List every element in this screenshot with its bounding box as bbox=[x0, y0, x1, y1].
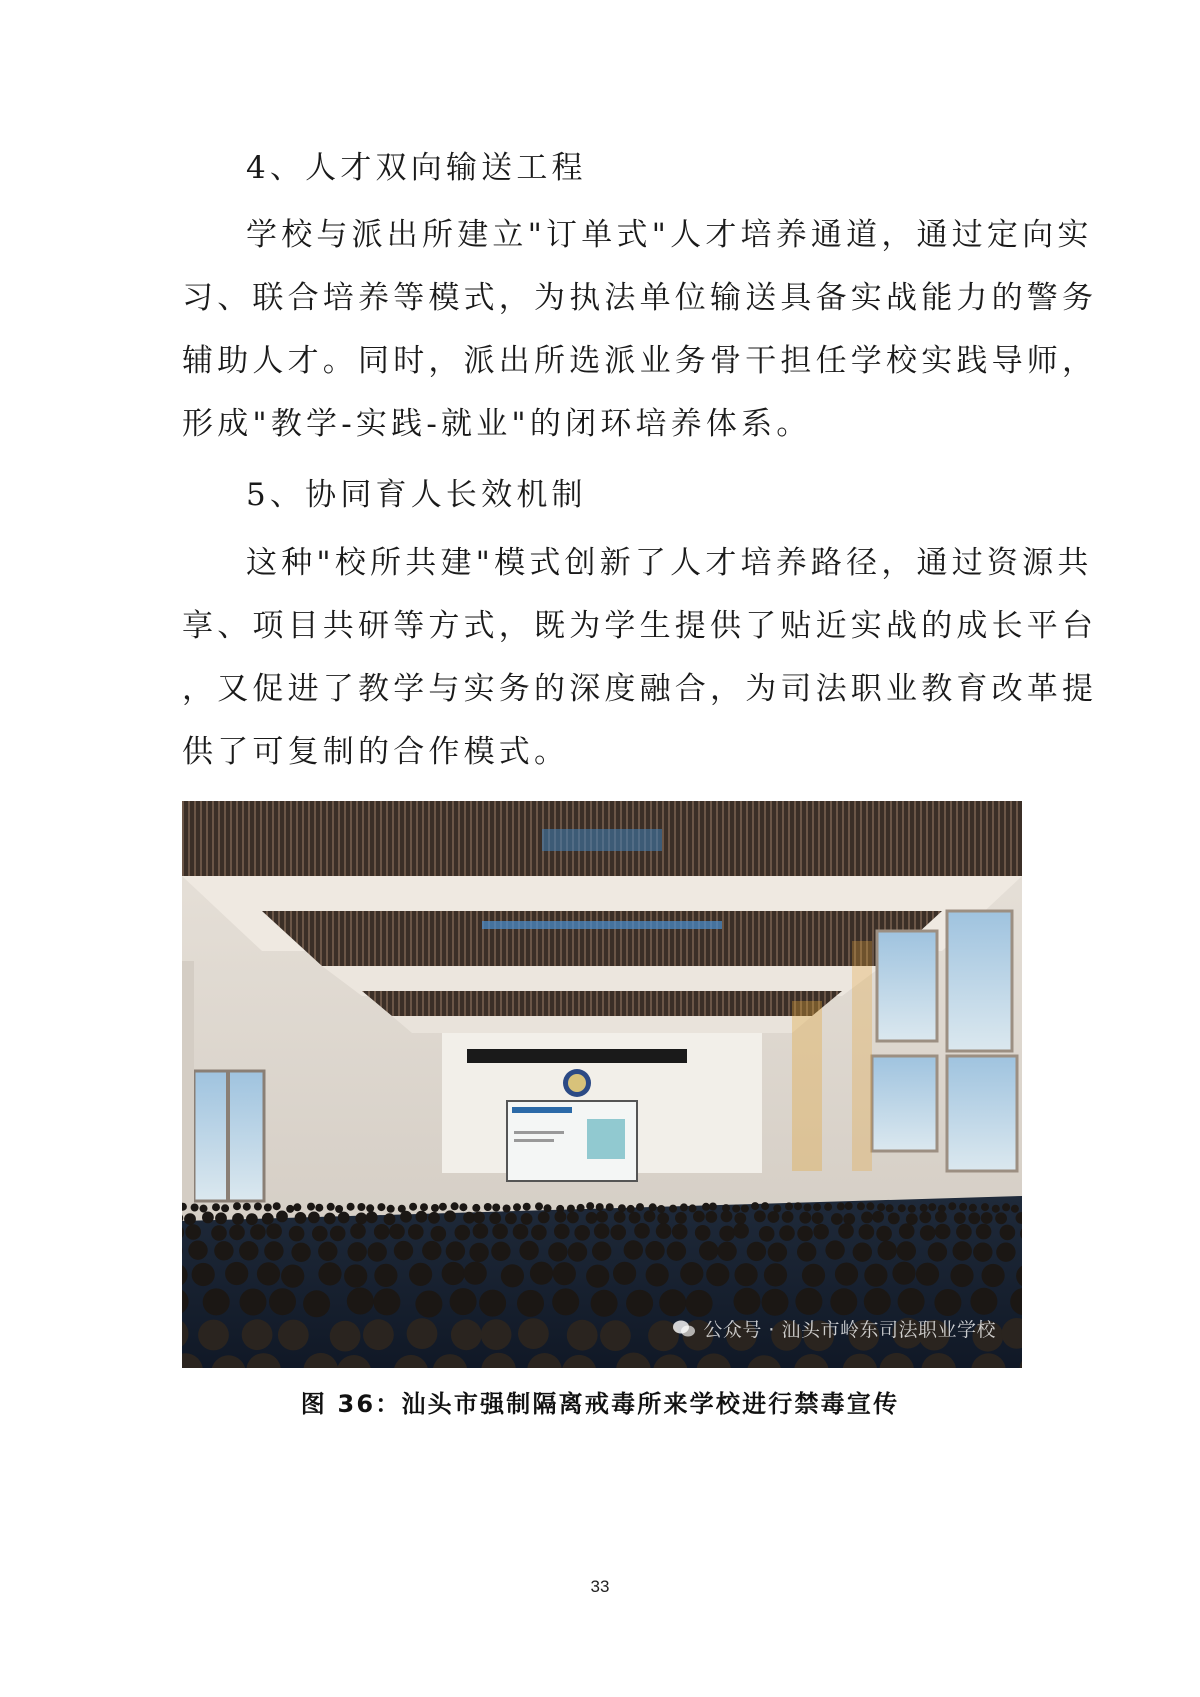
audience-head bbox=[211, 1225, 227, 1241]
audience-head bbox=[422, 1241, 441, 1260]
audience-head bbox=[656, 1223, 672, 1239]
audience-head bbox=[813, 1203, 821, 1211]
audience-head bbox=[959, 1203, 967, 1211]
wechat-icon bbox=[672, 1319, 696, 1339]
audience-head bbox=[762, 1289, 789, 1316]
paragraph-line: 享、项目共研等方式，既为学生提供了贴近实战的成长平台 bbox=[182, 608, 1098, 644]
audience-head bbox=[308, 1212, 320, 1224]
audience-head bbox=[680, 1262, 703, 1285]
audience-head bbox=[629, 1212, 641, 1224]
audience-head bbox=[243, 1203, 251, 1211]
audience-head bbox=[472, 1204, 480, 1212]
audience-head bbox=[586, 1202, 594, 1210]
audience-head bbox=[451, 1319, 482, 1350]
audience-head bbox=[232, 1213, 244, 1225]
audience-head bbox=[859, 1224, 875, 1240]
audience-head bbox=[768, 1211, 780, 1223]
audience-head bbox=[464, 1262, 487, 1285]
audience-head bbox=[759, 1226, 775, 1242]
audience-head bbox=[318, 1262, 341, 1285]
audience-head bbox=[831, 1213, 843, 1225]
audience-head bbox=[935, 1211, 947, 1223]
audience-head bbox=[420, 1203, 428, 1211]
audience-head bbox=[350, 1223, 366, 1239]
audience-head bbox=[686, 1290, 713, 1317]
audience-head bbox=[610, 1225, 626, 1241]
audience-head bbox=[307, 1203, 315, 1211]
audience-head bbox=[276, 1211, 288, 1223]
photo-watermark bbox=[672, 1315, 996, 1342]
paragraph-line: ，又促进了教学与实务的深度融合，为司法职业教育改革提 bbox=[182, 671, 1098, 707]
audience-head bbox=[501, 1264, 524, 1287]
audience-head bbox=[853, 1243, 872, 1262]
audience-head bbox=[184, 1213, 196, 1225]
audience-head bbox=[795, 1288, 822, 1315]
audience-head bbox=[409, 1203, 417, 1211]
audience-head bbox=[920, 1204, 928, 1212]
audience-head bbox=[473, 1212, 485, 1224]
audience-head bbox=[592, 1242, 611, 1261]
audience-head bbox=[761, 1202, 769, 1210]
audience-head bbox=[838, 1223, 854, 1239]
audience-head bbox=[751, 1202, 759, 1210]
audience-head bbox=[596, 1211, 608, 1223]
audience-head bbox=[812, 1212, 824, 1224]
audience-head bbox=[970, 1288, 997, 1315]
paragraph-line: 辅助人才。同时，派出所选派业务骨干担任学校实践导师， bbox=[182, 343, 1098, 379]
audience-head bbox=[221, 1204, 229, 1212]
audience-head bbox=[973, 1243, 992, 1262]
audience-head bbox=[699, 1241, 718, 1260]
audience-head bbox=[387, 1205, 395, 1213]
audience-head bbox=[920, 1225, 936, 1241]
audience-head bbox=[363, 1319, 394, 1350]
paragraph-line: 习、联合培养等模式，为执法单位输送具备实战能力的警务 bbox=[182, 280, 1098, 316]
audience-head bbox=[702, 1203, 710, 1211]
audience-head bbox=[431, 1226, 447, 1242]
audience-head bbox=[785, 1202, 793, 1210]
audience-head bbox=[872, 1211, 884, 1223]
audience-head bbox=[591, 1290, 618, 1317]
audience-head bbox=[886, 1204, 894, 1212]
audience-head bbox=[866, 1202, 874, 1210]
audience-head bbox=[657, 1213, 669, 1225]
audience-head bbox=[825, 1240, 844, 1259]
audience-head bbox=[523, 1203, 531, 1211]
audience-head bbox=[908, 1205, 916, 1213]
audience-head bbox=[857, 1202, 865, 1210]
audience-head bbox=[384, 1213, 396, 1225]
audience-head bbox=[415, 1291, 442, 1318]
audience-head bbox=[782, 1211, 794, 1223]
audience-head bbox=[935, 1224, 951, 1240]
audience-head bbox=[627, 1205, 635, 1213]
audience-head bbox=[198, 1320, 229, 1351]
paragraph-line: 这种"校所共建"模式创新了人才培养路径，通过资源共 bbox=[246, 545, 1093, 581]
audience-head bbox=[327, 1203, 335, 1211]
audience-head bbox=[695, 1225, 711, 1241]
audience-head bbox=[680, 1203, 688, 1211]
audience-head bbox=[804, 1204, 812, 1212]
audience-head bbox=[797, 1226, 813, 1242]
audience-head bbox=[861, 1212, 873, 1224]
paragraph-line: 学校与派出所建立"订单式"人才培养通道，通过定向实 bbox=[246, 217, 1093, 253]
audience-head bbox=[717, 1242, 736, 1261]
audience-head bbox=[982, 1264, 1005, 1287]
audience-head bbox=[366, 1211, 378, 1223]
audience-head bbox=[1002, 1203, 1010, 1211]
audience-head bbox=[950, 1264, 973, 1287]
audience-head bbox=[264, 1204, 272, 1212]
audience-head bbox=[347, 1203, 355, 1211]
audience-head bbox=[992, 1205, 1000, 1213]
audience-head bbox=[794, 1202, 802, 1210]
audience-head bbox=[799, 1212, 811, 1224]
audience-head bbox=[554, 1224, 570, 1240]
audience-head bbox=[614, 1211, 626, 1223]
audience-head bbox=[754, 1210, 766, 1222]
audience-head bbox=[779, 1225, 795, 1241]
audience-head bbox=[492, 1204, 500, 1212]
audience-head bbox=[266, 1223, 282, 1239]
audience-head bbox=[548, 1242, 567, 1261]
audience-head bbox=[530, 1262, 553, 1285]
audience-head bbox=[484, 1203, 492, 1211]
audience-head bbox=[459, 1203, 467, 1211]
audience-head bbox=[824, 1203, 832, 1211]
audience-head bbox=[278, 1320, 309, 1351]
audience-head bbox=[544, 1204, 552, 1212]
audience-head bbox=[492, 1224, 508, 1240]
audience-head bbox=[442, 1262, 465, 1285]
audience-head bbox=[303, 1290, 330, 1317]
audience-head bbox=[338, 1212, 350, 1224]
audience-head bbox=[289, 1226, 305, 1242]
audience-head bbox=[357, 1203, 365, 1211]
audience-head bbox=[312, 1226, 328, 1242]
audience-head bbox=[634, 1223, 650, 1239]
audience-head bbox=[202, 1212, 214, 1224]
audience-head bbox=[577, 1204, 585, 1212]
audience-head bbox=[968, 1212, 980, 1224]
audience-head bbox=[797, 1242, 816, 1261]
audience-head bbox=[214, 1241, 233, 1260]
audience-head bbox=[191, 1204, 199, 1212]
audience-head bbox=[330, 1226, 346, 1242]
audience-head bbox=[568, 1242, 587, 1261]
audience-head bbox=[672, 1224, 688, 1240]
audience-head bbox=[239, 1241, 258, 1260]
audience-head bbox=[281, 1265, 304, 1288]
audience-head bbox=[600, 1320, 631, 1351]
audience-head bbox=[479, 1290, 506, 1317]
paragraph-line: 供了可复制的合作模式。 bbox=[182, 734, 570, 770]
audience-head bbox=[250, 1224, 266, 1240]
audience-head bbox=[888, 1213, 900, 1225]
audience-head bbox=[374, 1224, 390, 1240]
audience-head bbox=[262, 1213, 274, 1225]
audience-head bbox=[269, 1288, 296, 1315]
audience-head bbox=[408, 1224, 424, 1240]
audience-head bbox=[898, 1204, 906, 1212]
audience-head bbox=[1011, 1205, 1019, 1213]
audience-head bbox=[555, 1211, 567, 1223]
audience-head bbox=[185, 1224, 201, 1240]
audience-head bbox=[734, 1213, 746, 1225]
audience-head bbox=[734, 1288, 761, 1315]
audience-head bbox=[451, 1202, 459, 1210]
audience-head bbox=[416, 1211, 428, 1223]
audience-head bbox=[636, 1203, 644, 1211]
audience-head bbox=[567, 1205, 575, 1213]
audience-head bbox=[192, 1263, 215, 1286]
audience-head bbox=[431, 1204, 439, 1212]
audience-head bbox=[407, 1318, 438, 1349]
audience-head bbox=[254, 1203, 262, 1211]
audience-head bbox=[394, 1241, 413, 1260]
audience-head bbox=[348, 1242, 367, 1261]
audience-head bbox=[315, 1204, 323, 1212]
audience-head bbox=[233, 1202, 241, 1210]
audience-head bbox=[444, 1210, 456, 1222]
audience-head bbox=[928, 1203, 936, 1211]
section-heading-5: 5、协同育人长效机制 bbox=[246, 477, 587, 513]
audience-head bbox=[693, 1211, 705, 1223]
audience-head bbox=[877, 1203, 885, 1211]
audience-head bbox=[439, 1203, 447, 1211]
audience-head bbox=[953, 1241, 972, 1260]
audience-head bbox=[518, 1318, 549, 1349]
audience-head bbox=[606, 1203, 614, 1211]
audience-head bbox=[613, 1262, 636, 1285]
audience-head bbox=[876, 1226, 892, 1242]
audience-head bbox=[735, 1263, 758, 1286]
audience-head bbox=[446, 1241, 465, 1260]
audience-head bbox=[324, 1213, 336, 1225]
audience-head bbox=[400, 1211, 412, 1223]
audience-head bbox=[669, 1205, 677, 1213]
audience-head bbox=[934, 1289, 961, 1316]
audience-head bbox=[813, 1224, 829, 1240]
audience-head bbox=[450, 1288, 477, 1315]
audience-head bbox=[567, 1212, 579, 1224]
audience-head bbox=[538, 1212, 550, 1224]
audience-head bbox=[373, 1288, 400, 1315]
page-number: 33 bbox=[590, 1577, 610, 1596]
audience-head bbox=[567, 1320, 598, 1351]
audience-head bbox=[624, 1240, 643, 1259]
audience-head bbox=[645, 1241, 664, 1260]
audience-head bbox=[981, 1212, 993, 1224]
audience-head bbox=[552, 1288, 579, 1315]
audience-head bbox=[489, 1212, 501, 1224]
audience-head bbox=[646, 1263, 669, 1286]
audience-head bbox=[764, 1263, 787, 1286]
audience-head bbox=[596, 1203, 604, 1211]
audience-head bbox=[741, 1205, 749, 1213]
audience-head bbox=[242, 1319, 273, 1350]
audience-head bbox=[618, 1204, 626, 1212]
audience-head bbox=[203, 1288, 230, 1315]
audience-head bbox=[689, 1204, 697, 1212]
audience-head bbox=[732, 1205, 740, 1213]
audience-head bbox=[835, 1263, 858, 1286]
audience-head bbox=[229, 1225, 245, 1241]
audience-head bbox=[377, 1203, 385, 1211]
audience-head bbox=[709, 1203, 717, 1211]
audience-head bbox=[878, 1241, 897, 1260]
audience-head bbox=[843, 1213, 855, 1225]
audience-head bbox=[594, 1223, 610, 1239]
audience-head bbox=[996, 1243, 1015, 1262]
audience-head bbox=[374, 1264, 397, 1287]
audience-head bbox=[768, 1243, 787, 1262]
audience-head bbox=[644, 1210, 656, 1222]
audience-head bbox=[286, 1205, 294, 1213]
paragraph-line: 形成"教学-实践-就业"的闭环培养体系。 bbox=[182, 406, 812, 442]
audience-head bbox=[491, 1242, 510, 1261]
audience-head bbox=[295, 1212, 307, 1224]
audience-head bbox=[706, 1263, 729, 1286]
audience-head bbox=[649, 1203, 657, 1211]
audience-head bbox=[733, 1223, 749, 1239]
audience-head bbox=[675, 1212, 687, 1224]
audience-head bbox=[899, 1223, 915, 1239]
audience-head bbox=[519, 1241, 538, 1260]
audience-head bbox=[956, 1224, 972, 1240]
audience-head bbox=[969, 1204, 977, 1212]
audience-head bbox=[586, 1265, 609, 1288]
audience-head bbox=[513, 1224, 529, 1240]
audience-head bbox=[200, 1205, 208, 1213]
audience-head bbox=[517, 1290, 544, 1317]
audience-head bbox=[368, 1242, 387, 1261]
audience-head bbox=[719, 1226, 735, 1242]
audience-head bbox=[291, 1243, 310, 1262]
audience-head bbox=[705, 1211, 717, 1223]
audience-head bbox=[981, 1203, 989, 1211]
audience-head bbox=[995, 1212, 1007, 1224]
audience-head bbox=[845, 1202, 853, 1210]
audience-head bbox=[225, 1262, 248, 1285]
audience-head bbox=[503, 1205, 511, 1213]
audience-head bbox=[293, 1203, 301, 1211]
audience-head bbox=[864, 1288, 891, 1315]
audience-head bbox=[586, 1212, 598, 1224]
audience-head bbox=[330, 1321, 361, 1352]
audience-head bbox=[521, 1213, 533, 1225]
audience-head bbox=[535, 1202, 543, 1210]
audience-head bbox=[188, 1241, 207, 1260]
audience-head bbox=[976, 1224, 992, 1240]
audience-head bbox=[830, 1288, 857, 1315]
audience-head bbox=[428, 1212, 440, 1224]
audience-head bbox=[659, 1289, 686, 1316]
audience-head bbox=[898, 1288, 925, 1315]
audience-head bbox=[916, 1263, 939, 1286]
audience-head bbox=[897, 1241, 916, 1260]
photo-illustration bbox=[182, 801, 1022, 1368]
audience-head bbox=[455, 1225, 471, 1241]
audience-head bbox=[747, 1242, 766, 1261]
audience-head bbox=[347, 1288, 374, 1315]
audience-head bbox=[954, 1212, 966, 1224]
audience-head bbox=[344, 1264, 367, 1287]
audience-head bbox=[246, 1213, 258, 1225]
audience-head bbox=[389, 1224, 405, 1240]
audience-head bbox=[948, 1202, 956, 1210]
audience-head bbox=[273, 1202, 281, 1210]
audience-head bbox=[802, 1264, 825, 1287]
audience-head bbox=[657, 1205, 665, 1213]
audience-head bbox=[212, 1203, 220, 1211]
audience-head bbox=[409, 1263, 432, 1286]
audience-head bbox=[667, 1242, 686, 1261]
audience-head bbox=[335, 1205, 343, 1213]
audience-head bbox=[892, 1262, 915, 1285]
audience-head bbox=[928, 1242, 947, 1261]
audience-head bbox=[264, 1241, 283, 1260]
audience-head bbox=[481, 1319, 512, 1350]
audience-head bbox=[837, 1202, 845, 1210]
audience-head bbox=[574, 1225, 590, 1241]
audience-head bbox=[366, 1204, 374, 1212]
figure-caption: 图 36：汕头市强制隔离戒毒所来学校进行禁毒宣传 bbox=[300, 1390, 900, 1418]
audience-head bbox=[473, 1223, 489, 1239]
audience-head bbox=[257, 1262, 280, 1285]
audience-head bbox=[355, 1213, 367, 1225]
audience-head bbox=[626, 1290, 653, 1317]
audience-head bbox=[469, 1243, 488, 1262]
auditorium-photo bbox=[182, 801, 1022, 1368]
audience-head bbox=[505, 1213, 517, 1225]
audience-head bbox=[531, 1225, 547, 1241]
audience-head bbox=[513, 1203, 521, 1211]
section-heading-4: 4、人才双向输送工程 bbox=[246, 150, 587, 186]
audience-head bbox=[864, 1264, 887, 1287]
audience-head bbox=[919, 1211, 931, 1223]
audience-head bbox=[318, 1242, 337, 1261]
watermark-text: 公众号 · 汕头市岭东司法职业学校 bbox=[703, 1319, 996, 1341]
audience-head bbox=[553, 1262, 576, 1285]
audience-head bbox=[906, 1213, 918, 1225]
audience-head bbox=[1000, 1225, 1016, 1241]
audience-head bbox=[721, 1210, 733, 1222]
audience-head bbox=[240, 1289, 267, 1316]
audience-head bbox=[215, 1212, 227, 1224]
